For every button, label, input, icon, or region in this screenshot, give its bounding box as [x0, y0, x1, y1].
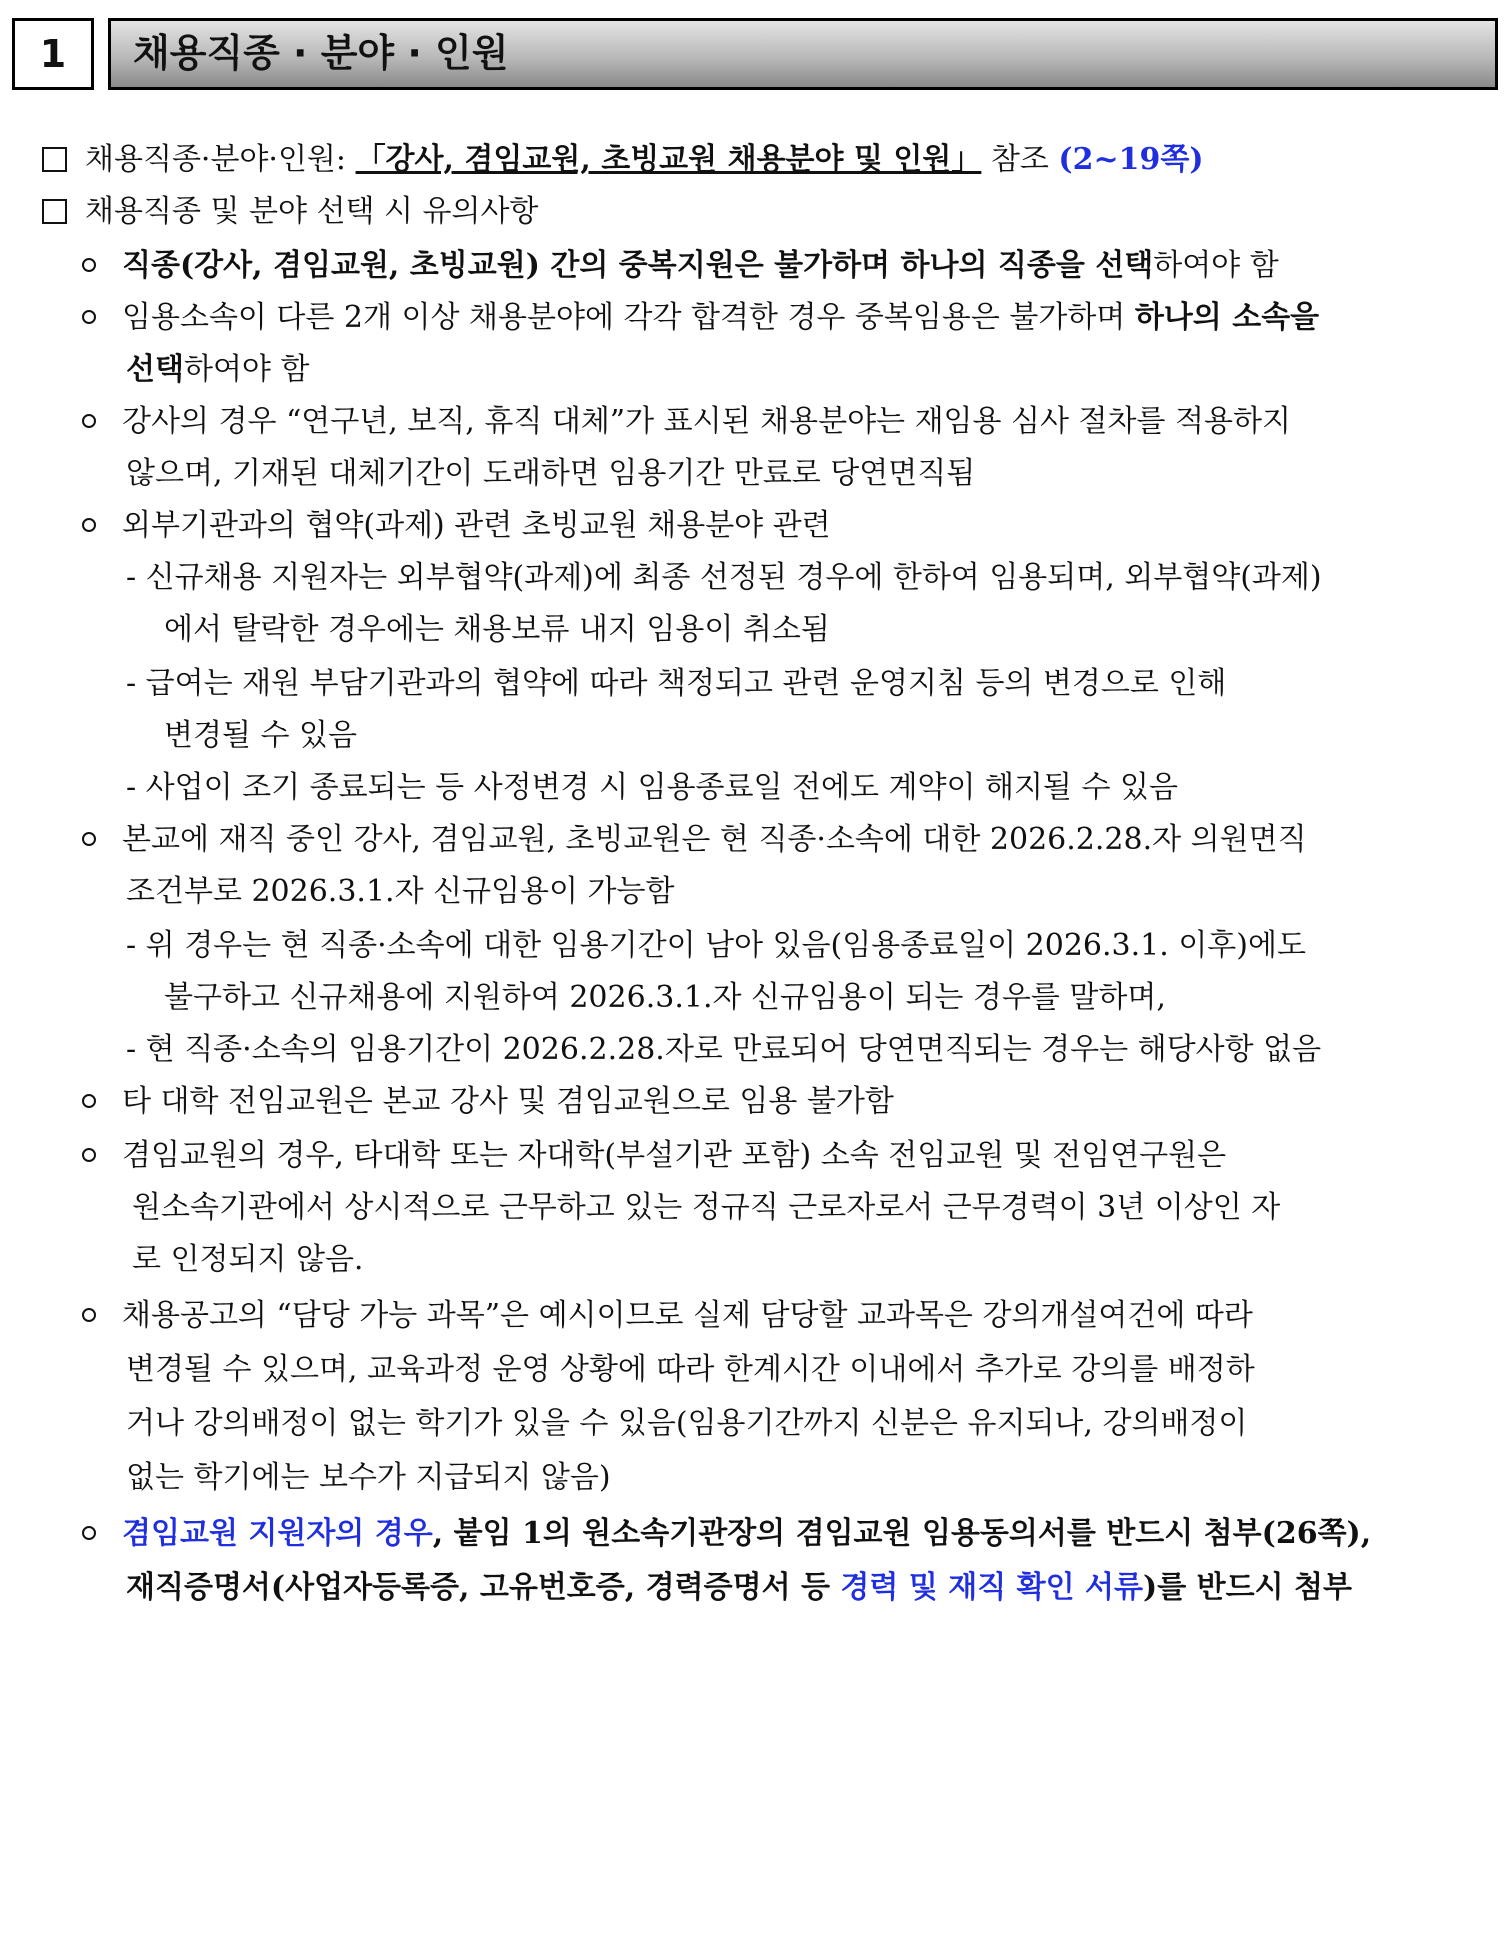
- page-reference: (2~19쪽): [1058, 142, 1204, 177]
- circle-bullet-icon: [82, 1094, 96, 1108]
- circle-bullet-icon: [82, 1308, 96, 1322]
- bullet-duplicate-application: 직종(강사, 겸임교원, 초빙교원) 간의 중복지원은 불가하며 하나의 직종을 선택하여야 함: [82, 246, 1279, 286]
- dash-item-new-hire: - 신규채용 지원자는 외부협약(과제)에 최종 선정된 경우에 한하여 임용되며, 외부협약(과제): [126, 560, 1322, 595]
- circle-bullet-icon: [82, 310, 96, 324]
- reference-title: 「강사, 겸임교원, 초빙교원 채용분야 및 인원」: [355, 142, 982, 177]
- dash-item-remaining-term: - 위 경우는 현 직종·소속에 대한 임용기간이 남아 있음(임용종료일이 2026.3.1. 이후)에도: [126, 928, 1306, 963]
- bullet-courses-cont1: 변경될 수 있으며, 교육과정 운영 상황에 따라 한계시간 이내에서 추가로 강의를 배정하: [126, 1352, 1255, 1387]
- circle-bullet-icon: [82, 414, 96, 428]
- bullet-adjunct-documents: 겸임교원 지원자의 경우, 붙임 1의 원소속기관장의 겸임교원 임용동의서를 반드시 첨부(26쪽),: [82, 1514, 1371, 1554]
- square-item-positions: 채용직종·분야·인원: 「강사, 겸임교원, 초빙교원 채용분야 및 인원」 참조 (2~19쪽): [42, 140, 1204, 180]
- circle-bullet-icon: [82, 258, 96, 272]
- bullet-adjunct-criteria: 겸임교원의 경우, 타대학 또는 자대학(부설기관 포함) 소속 전임교원 및 전임연구원은: [82, 1136, 1226, 1176]
- bullet-lecturer-substitute-cont: 않으며, 기재된 대체기간이 도래하면 임용기간 만료로 당연면직됨: [126, 456, 976, 491]
- dash-item-remaining-term-cont: 불구하고 신규채용에 지원하여 2026.3.1.자 신규임용이 되는 경우를 말하며,: [164, 980, 1166, 1015]
- circle-bullet-icon: [82, 1148, 96, 1162]
- bullet-affiliation: 임용소속이 다른 2개 이상 채용분야에 각각 합격한 경우 중복임용은 불가하며 하나의 소속을: [82, 298, 1319, 338]
- bullet-lecturer-substitute: 강사의 경우 “연구년, 보직, 휴직 대체”가 표시된 채용분야는 재임용 심사 절차를 적용하지: [82, 402, 1291, 442]
- square-bullet-icon: [42, 147, 67, 172]
- dash-item-new-hire-cont: 에서 탈락한 경우에는 채용보류 내지 임용이 취소됨: [164, 612, 830, 647]
- bullet-external-agreement: 외부기관과의 협약(과제) 관련 초빙교원 채용분야 관련: [82, 506, 831, 546]
- circle-bullet-icon: [82, 518, 96, 532]
- section-header: [12, 18, 1498, 92]
- square-item-notes: 채용직종 및 분야 선택 시 유의사항: [42, 192, 538, 232]
- bullet-adjunct-documents-cont: 재직증명서(사업자등록증, 고유번호증, 경력증명서 등 경력 및 재직 확인 서류)를 반드시 첨부: [126, 1570, 1352, 1605]
- bullet-affiliation-cont: 선택하여야 함: [126, 352, 310, 387]
- dash-item-expired-term: - 현 직종·소속의 임용기간이 2026.2.28.자로 만료되어 당연면직되는 경우는 해당사항 없음: [126, 1032, 1322, 1067]
- bullet-current-staff-cont: 조건부로 2026.3.1.자 신규임용이 가능함: [126, 874, 675, 909]
- square-bullet-icon: [42, 199, 67, 224]
- bullet-courses: 채용공고의 “담당 가능 과목”은 예시이므로 실제 담당할 교과목은 강의개설여건에 따라: [82, 1296, 1253, 1336]
- bullet-courses-cont2: 거나 강의배정이 없는 학기가 있을 수 있음(임용기간까지 신분은 유지되나, 강의배정이: [126, 1406, 1248, 1441]
- dash-item-termination: - 사업이 조기 종료되는 등 사정변경 시 임용종료일 전에도 계약이 해지될 수 있음: [126, 770, 1178, 805]
- circle-bullet-icon: [82, 1526, 96, 1540]
- bullet-courses-cont3: 없는 학기에는 보수가 지급되지 않음): [126, 1460, 611, 1495]
- section-title: 채용직종 · 분야 · 인원: [108, 18, 1498, 90]
- bullet-current-staff: 본교에 재직 중인 강사, 겸임교원, 초빙교원은 현 직종·소속에 대한 2026.2.28.자 의원면직: [82, 820, 1307, 860]
- dash-item-salary-cont: 변경될 수 있음: [164, 718, 357, 753]
- circle-bullet-icon: [82, 832, 96, 846]
- bullet-adjunct-criteria-cont2: 로 인정되지 않음.: [132, 1242, 364, 1277]
- dash-item-salary: - 급여는 재원 부담기관과의 협약에 따라 책정되고 관련 운영지침 등의 변경으로 인해: [126, 666, 1227, 701]
- section-number: 1: [12, 18, 94, 90]
- bullet-adjunct-criteria-cont1: 원소속기관에서 상시적으로 근무하고 있는 정규직 근로자로서 근무경력이 3년 이상인 자: [132, 1190, 1281, 1225]
- bullet-other-university: 타 대학 전임교원은 본교 강사 및 겸임교원으로 임용 불가함: [82, 1082, 894, 1122]
